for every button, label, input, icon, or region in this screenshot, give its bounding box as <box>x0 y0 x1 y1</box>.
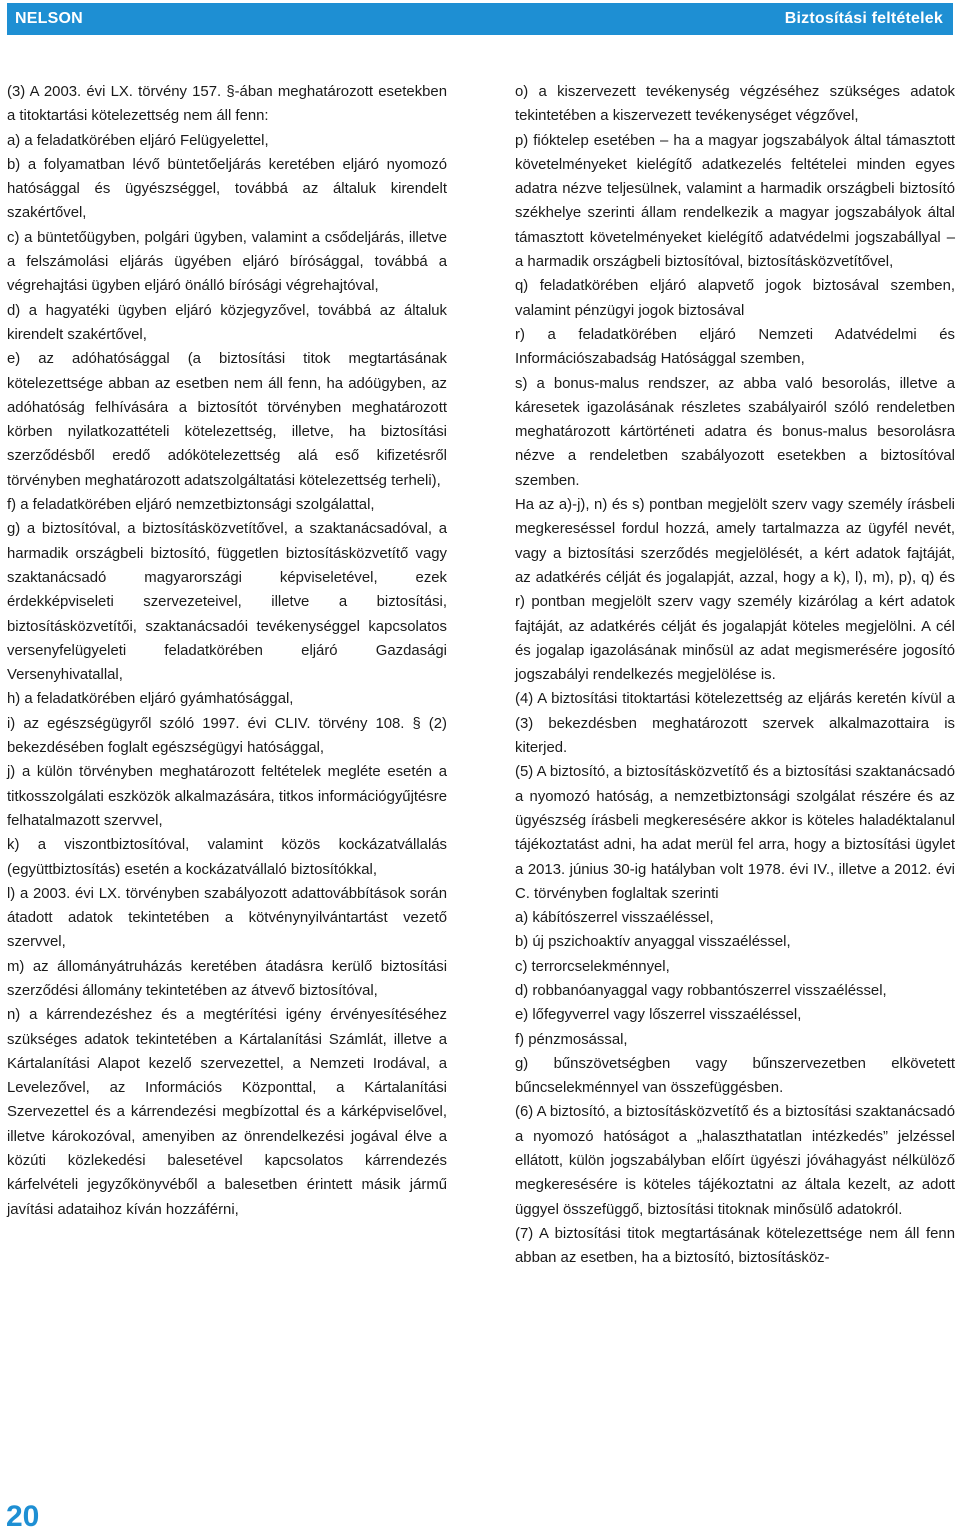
paragraph: d) robbanóanyaggal vagy robbantószerrel visszaéléssel, <box>515 982 887 999</box>
paragraph: a) a feladatkörében eljáró Felügyelettel, <box>7 132 269 149</box>
right-column <box>515 80 955 1271</box>
paragraph: (3) A 2003. évi LX. törvény 157. §-ában meghatározott esetekben a titoktartási kötelezettség nem áll fenn: <box>7 84 447 125</box>
paragraph: b) a folyamatban lévő büntetőeljárás keretében eljáró nyomozó hatósággal és ügyészséggel, továbbá az általuk kirendelt szakértővel, <box>7 156 447 222</box>
paragraph: Ha az a)-j), n) és s) pontban megjelölt szerv vagy személy írásbeli megkereséssel fordul hozzá, amely tartalmazza az ügyfél nevét, vagy a biztosítási szerződés megjelölését, a kért adatok fajtáját, az adatkérés célját és jogalapját, azzal, hogy a k), l), m), p), q) és r) pontban megjelölt szerv vagy személy kizárólag a kért adatok fajtáját, az adatkérés célját és jogalapját köteles megjelölni. A cél és jogalap igazolásának minősül az adat megismerésére jogosító jogszabályi rendelkezés megjelölése is. <box>515 497 955 684</box>
paragraph: p) fióktelep esetében – ha a magyar jogszabályok által támasztott követelményeket kielégítő adatkezelés feltételei minden egyes adatra nézve teljesülnek, valamint a harmadik országbeli biztosító székhelye szerinti állam rendelkezik a magyar jogszabályok által támasztott követelményeket kielégítő adatvédelmi jogszabállyal – a harmadik országbeli biztosítóval, biztosításközvetítővel, <box>515 132 955 271</box>
paragraph: (7) A biztosítási titok megtartásának kötelezettsége nem áll fenn abban az esetben, ha a biztosító, biztosításköz- <box>515 1225 955 1267</box>
paragraph: (4) A biztosítási titoktartási kötelezettség az eljárás keretén kívül a (3) bekezdésben meghatározott szervek alkalmazottaira is kiterjed. <box>515 691 955 757</box>
paragraph: c) a büntetőügyben, polgári ügyben, valamint a csődeljárás, illetve a felszámolási eljárás ügyében eljáró bírósággal, továbbá a végrehajtási ügyben eljáró önálló bírósági végrehajtóval, <box>7 229 447 295</box>
paragraph: q) feladatkörében eljáró alapvető jogok biztosával szemben, valamint pénzügyi jogok biztosával <box>515 278 955 319</box>
paragraph: e) lőfegyverrel vagy lőszerrel visszaéléssel, <box>515 1007 802 1024</box>
paragraph: f) pénzmosással, <box>515 1031 628 1048</box>
paragraph: m) az állományátruházás keretében átadásra kerülő biztosítási szerződési állomány tekintetében az átvevő biztosítóval, <box>7 958 447 999</box>
page-number: 20 <box>6 1500 40 1533</box>
paragraph: k) a viszontbiztosítóval, valamint közös kockázatvállalás (együttbiztosítás) esetén a kockázatvállaló biztosítókkal, <box>7 837 447 878</box>
paragraph: j) a külön törvényben meghatározott feltételek megléte esetén a titkosszolgálati eszközök alkalmazására, titkos információgyűjtésre felhatalmazott szervvel, <box>7 764 447 829</box>
paragraph: n) a kárrendezéshez és a megtérítési igény érvényesítéséhez szükséges adatok tekintetében a Kártalanítási Számlát, illetve a Kártalanítási Alapot kezelő szervezettel, a Nemzeti Irodával, a Levelezővel, az Információs Központtal, a Kártalanítási Szervezettel és a kárrendezési megbízottal és a kárképviselővel, illetve károkozóval, amenyiben az önrendelkezési jogával élve a közúti közlekedési balesetével kapcsolatos kárrendezés kárfelvételi jegyzőkönyvéből a balesetben érintett másik jármű javítási adataihoz kíván hozzáférni, <box>7 1007 447 1218</box>
paragraph: b) új pszichoaktív anyaggal visszaéléssel, <box>515 934 791 951</box>
left-column <box>7 80 447 1222</box>
paragraph: i) az egészségügyről szóló 1997. évi CLIV. törvény 108. § (2) bekezdésében foglalt egészségügyi hatósággal, <box>7 715 447 757</box>
paragraph: (6) A biztosító, a biztosításközvetítő és a biztosítási szaktanácsadó a nyomozó hatóságot a „halaszthatatlan intézkedés” jelzéssel ellátott, külön jogszabályban előírt ügyészi jóváhagyást nélkülöző megkeresésére is köteles tájékoztatni az általa kezelt, az adott üggyel összefüggő, biztosítási titoknak minősülő adatokról. <box>515 1104 955 1218</box>
paragraph: c) terrorcselekménnyel, <box>515 958 670 975</box>
paragraph: f) a feladatkörében eljáró nemzetbiztonsági szolgálattal, <box>7 497 375 514</box>
paragraph: g) bűnszövetségben vagy bűnszervezetben elkövetett bűncselekménnyel van összefüggésben. <box>515 1055 955 1097</box>
header-section-title: Biztosítási feltételek <box>784 10 943 27</box>
paragraph: l) a 2003. évi LX. törvényben szabályozott adattovábbítások során átadott adatok tekintetében a kötvénynyilvántartást vezető szervvel, <box>7 885 447 951</box>
paragraph: (5) A biztosító, a biztosításközvetítő és a biztosítási szaktanácsadó a nyomozó hatóság, a nemzetbiztonsági szolgálat részére és az ügyészség írásbeli megkeresésére akkor is köteles haladéktalanul tájékoztatást adni, ha adat merül fel arra, hogy a biztosítási ügylet a 2013. június 30-ig hatályban volt 1978. évi IV., illetve a 2012. évi C. törvényben foglaltak szerinti <box>515 764 955 902</box>
header-brand: NELSON <box>15 10 83 27</box>
paragraph: h) a feladatkörében eljáró gyámhatósággal, <box>7 691 294 708</box>
header-bar <box>7 3 953 35</box>
paragraph: a) kábítószerrel visszaéléssel, <box>515 910 714 927</box>
paragraph: g) a biztosítóval, a biztosításközvetítővel, a szaktanácsadóval, a harmadik országbeli biztosító, független biztosításközvetítő vagy szaktanácsadó magyarországi képviseletével, ezek érdekképviseleti szervezeteivel, illetve a biztosítási, biztosításközvetítői, szaktanácsadói tevékenységgel kapcsolatos versenyfelügyeleti feladatkörében eljáró Gazdasági Versenyhivatallal, <box>7 521 447 684</box>
paragraph: o) a kiszervezett tevékenység végzéséhez szükséges adatok tekintetében a kiszervezett tevékenységet végzővel, <box>515 84 955 125</box>
paragraph: r) a feladatkörében eljáró Nemzeti Adatvédelmi és Információszabadság Hatósággal szemben, <box>515 326 955 368</box>
paragraph: e) az adóhatósággal (a biztosítási titok megtartásának kötelezettsége abban az esetben nem áll fenn, ha adóügyben, az adóhatóság felhívására a biztosítót törvényben meghatározott körben nyilatkozattételi kötelezettség, illetve, ha biztosítási szerződésből eredő adókötelezettség alá eső kifizetésről törvényben meghatározott adatszolgáltatási kötelezettség terheli), <box>7 351 447 489</box>
paragraph: s) a bonus-malus rendszer, az abba való besorolás, illetve a káresetek igazolásának részletes szabályairól szóló rendeletben meghatározott kártörténeti adatra és bonus-malus besorolásra nézve a rendeletben szabályozott esetekben a biztosítóval szemben. <box>515 375 955 489</box>
paragraph: d) a hagyatéki ügyben eljáró közjegyzővel, továbbá az általuk kirendelt szakértővel, <box>7 302 447 343</box>
